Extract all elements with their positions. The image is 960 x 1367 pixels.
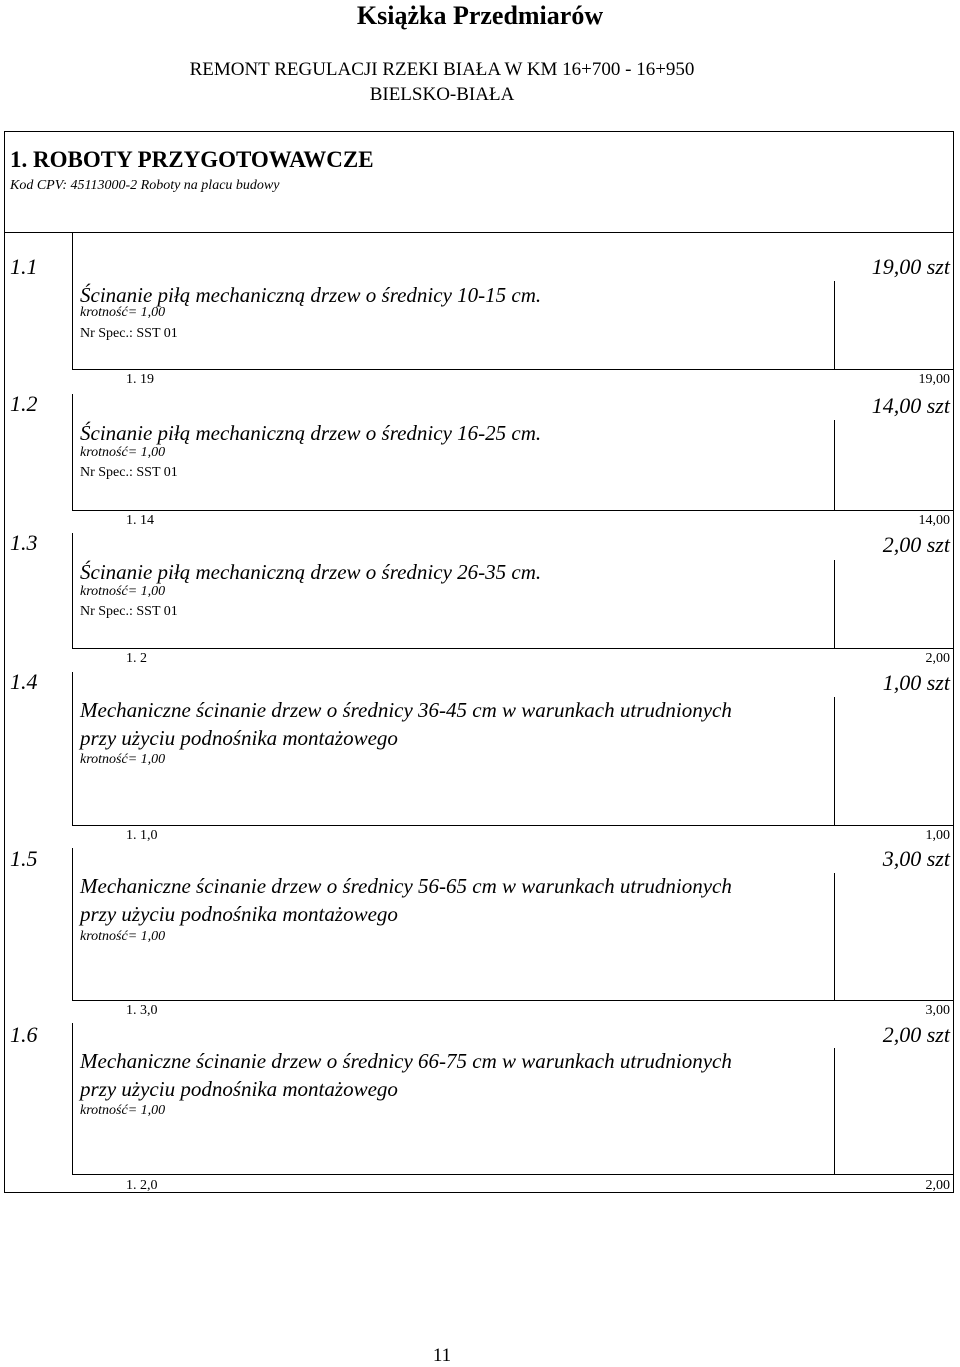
column-divider — [834, 420, 835, 510]
cpv-code: Kod CPV: 45113000-2 Roboty na placu budowy — [10, 178, 280, 193]
item-description: Mechaniczne ścinanie drzew o średnicy 66-75 cm w warunkach utrudnionych — [80, 1049, 732, 1073]
item-factor: krotność= 1,00 — [80, 929, 166, 944]
item-description: Ścinanie piłą mechaniczną drzew o średnicy 26-35 cm. — [80, 560, 542, 584]
item-factor: krotność= 1,00 — [80, 1103, 166, 1118]
item-spec: Nr Spec.: SST 01 — [80, 604, 178, 619]
item-quantity: 2,00 szt — [882, 532, 950, 557]
item-quantity: 14,00 szt — [871, 393, 950, 418]
calc-formula: 1. 1,0 — [126, 828, 158, 843]
calc-formula: 1. 3,0 — [126, 1003, 158, 1018]
calc-result: 3,00 — [925, 1003, 950, 1018]
section-title: 1. ROBOTY PRZYGOTOWAWCZE — [10, 147, 374, 172]
item-number: 1.5 — [10, 846, 38, 871]
calc-result: 14,00 — [918, 513, 950, 528]
item-description-cont: przy użyciu podnośnika montażowego — [80, 726, 398, 750]
project-location: BIELSKO-BIAŁA — [369, 84, 515, 105]
column-divider — [834, 281, 835, 369]
calc-formula: 1. 2 — [126, 651, 147, 666]
calc-result: 19,00 — [918, 372, 950, 387]
calc-divider-6 — [72, 1174, 954, 1175]
calc-divider-3 — [72, 648, 954, 649]
item-quantity: 3,00 szt — [882, 846, 950, 871]
section-header-divider — [4, 232, 954, 233]
item-description: Ścinanie piłą mechaniczną drzew o średnicy 16-25 cm. — [80, 421, 542, 445]
calc-divider-4 — [72, 825, 954, 826]
document-title: Książka Przedmiarów — [356, 1, 604, 30]
item-description: Ścinanie piłą mechaniczną drzew o średnicy 10-15 cm. — [80, 283, 542, 307]
calc-result: 2,00 — [925, 1178, 950, 1193]
item-description: Mechaniczne ścinanie drzew o średnicy 36-45 cm w warunkach utrudnionych — [80, 698, 732, 722]
calc-divider-1 — [72, 369, 954, 370]
calc-result: 1,00 — [925, 828, 950, 843]
item-spec: Nr Spec.: SST 01 — [80, 326, 178, 341]
calc-formula: 1. 2,0 — [126, 1178, 158, 1193]
item-spec: Nr Spec.: SST 01 — [80, 465, 178, 480]
item-number: 1.4 — [10, 669, 38, 694]
item-description-cont: przy użyciu podnośnika montażowego — [80, 1077, 398, 1101]
column-divider — [834, 1048, 835, 1174]
column-divider — [72, 672, 73, 825]
item-factor: krotność= 1,00 — [80, 445, 166, 460]
calc-formula: 1. 14 — [126, 513, 154, 528]
item-factor: krotność= 1,00 — [80, 305, 166, 320]
item-quantity: 19,00 szt — [871, 254, 950, 279]
item-description: Mechaniczne ścinanie drzew o średnicy 56-65 cm w warunkach utrudnionych — [80, 874, 732, 898]
project-name: REMONT REGULACJI RZEKI BIAŁA W KM 16+700 - 16+950 — [189, 59, 695, 80]
item-quantity: 2,00 szt — [882, 1022, 950, 1047]
item-factor: krotność= 1,00 — [80, 584, 166, 599]
column-divider — [834, 873, 835, 1000]
column-divider — [72, 394, 73, 510]
column-divider — [834, 697, 835, 825]
calc-divider-2 — [72, 510, 954, 511]
page-number: 11 — [432, 1345, 452, 1366]
column-divider — [834, 560, 835, 648]
column-divider — [72, 533, 73, 648]
column-divider — [72, 232, 73, 369]
item-description-cont: przy użyciu podnośnika montażowego — [80, 902, 398, 926]
item-number: 1.2 — [10, 391, 38, 416]
calc-result: 2,00 — [925, 651, 950, 666]
item-quantity: 1,00 szt — [882, 670, 950, 695]
item-number: 1.1 — [10, 254, 38, 279]
item-factor: krotność= 1,00 — [80, 752, 166, 767]
calc-formula: 1. 19 — [126, 372, 154, 387]
column-divider — [72, 848, 73, 1000]
item-number: 1.6 — [10, 1022, 38, 1047]
calc-divider-5 — [72, 1000, 954, 1001]
item-number: 1.3 — [10, 530, 38, 555]
column-divider — [72, 1023, 73, 1174]
